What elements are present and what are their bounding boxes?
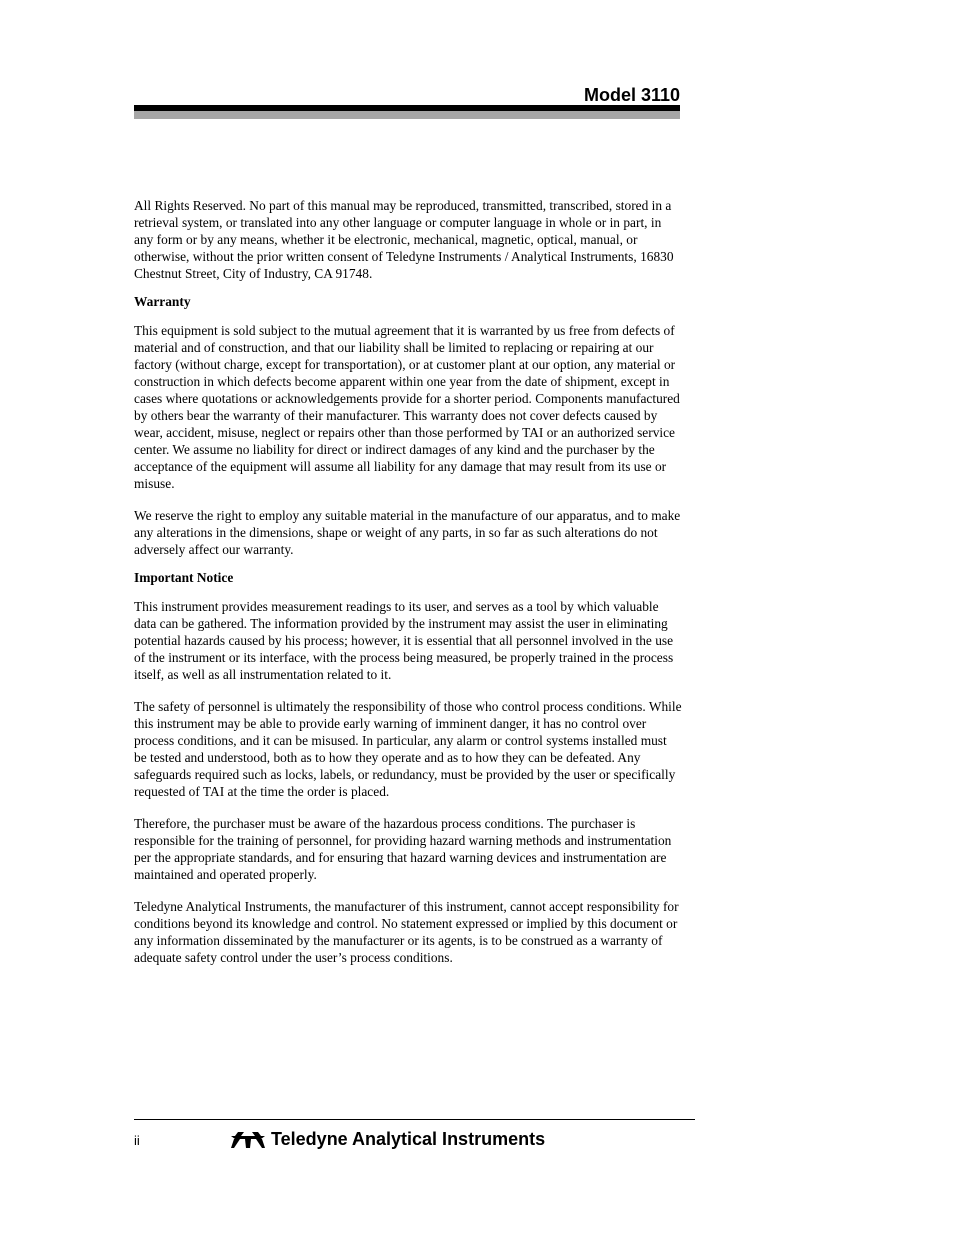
rights-paragraph: All Rights Reserved. No part of this manual may be reproduced, transmitted, transcribed, stored in a retrieval system, or translated into any other language or computer language in whole or in part, in any form or by any means, whether it be electronic, mechanical, magnetic, optical, manual, or otherwise, without the prior written consent of Teledyne Instruments / Analytical Instruments, 16830 Chestnut Street, City of Industry, CA 91748. [134, 198, 674, 281]
warranty-paragraph: This equipment is sold subject to the mutual agreement that it is warranted by us free from defects of material and of construction, and that our liability shall be limited to replacing or repairing at our factory (without charge, except for transportation), or at customer plant at our option, any material or construction in which defects become apparent within one year from the date of shipment, except in cases where quotations or acknowledgements provide for a shorter period. Components manufactured by others bear the warranty of their manufacturer. This warranty does not cover defects caused by wear, accident, misuse, neglect or repairs other than those performed by TAI or an authorized service center. We assume no liability for direct or indirect damages of any kind and the purchaser by the acceptance of the equipment will assume all liability for any damage that may result from its use or misuse. [134, 323, 680, 491]
notice-paragraph: This instrument provides measurement readings to its user, and serves as a tool by which valuable data can be gathered. The information provided by the instrument may assist the user in eliminating potential hazards caused by his process; however, it is essential that all personnel involved in the use of the instrument or its interface, with the process being measured, be properly trained in the process itself, as well as all instrumentation related to it. [134, 599, 674, 682]
notice-paragraph: The safety of personnel is ultimately the responsibility of those who control process conditions. While this instrument may be able to provide early warning of imminent danger, it has no control over process conditions, and it can be misused. In particular, any alarm or control systems installed must be tested and understood, both as to how they operate and as to how they can be defeated. Any safeguards required such as locks, labels, or redundancy, must be provided by the user or specifically requested of TAI at the time the order is placed. [134, 699, 682, 799]
footer-company-name: Teledyne Analytical Instruments [271, 1129, 546, 1149]
footer-rule [134, 1119, 695, 1120]
model-title: Model 3110 [583, 85, 680, 105]
notice-heading: Important Notice [134, 570, 234, 585]
header-rule-gray [134, 111, 680, 119]
warranty-paragraph: We reserve the right to employ any suitable material in the manufacture of our apparatus, and to make any alterations in the dimensions, shape or weight of any parts, in so far as such alterations do not adversely affect our warranty. [134, 508, 681, 557]
warranty-heading: Warranty [134, 294, 191, 309]
notice-paragraph: Therefore, the purchaser must be aware of the hazardous process conditions. The purchaser is responsible for the training of personnel, for providing hazard warning methods and instrumentation per the appropriate standards, and for ensuring that hazard warning devices and instrumentation are maintained and operated properly. [134, 816, 672, 882]
page-number: ii [134, 1133, 140, 1148]
notice-paragraph: Teledyne Analytical Instruments, the manufacturer of this instrument, cannot accept responsibility for conditions beyond its knowledge and control. No statement expressed or implied by this document or any information disseminated by the manufacturer or its agents, is to be construed as a warranty of adequate safety control under the user’s process conditions. [134, 899, 679, 965]
teledyne-logo-icon [230, 1131, 266, 1149]
page-body [134, 197, 682, 981]
